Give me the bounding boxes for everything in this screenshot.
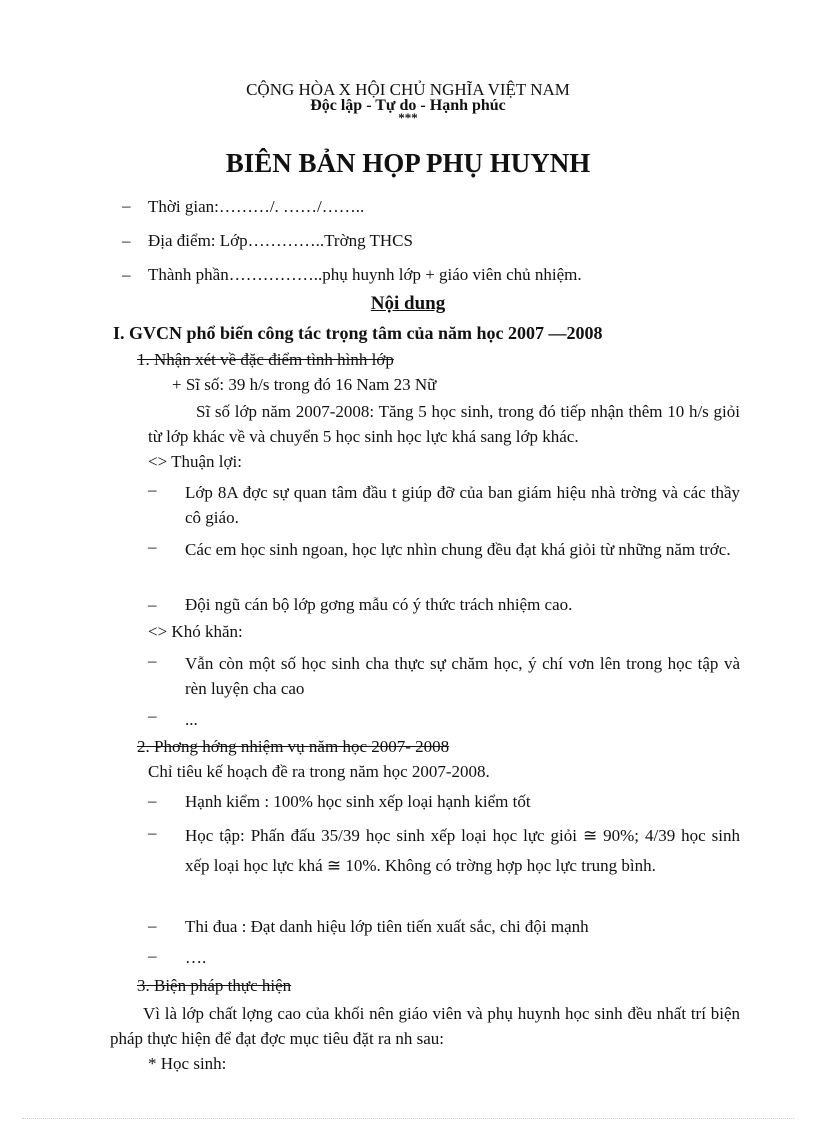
bullet-dash: – (148, 651, 157, 670)
subsection-title: 3. Biện pháp thực hiện (137, 976, 292, 995)
bullet-dash: – (148, 706, 157, 725)
page-bottom-divider (22, 1118, 794, 1119)
class-size-paragraph: Sĩ số lớp năm 2007-2008: Tăng 5 học sinh, trong đó tiếp nhận thêm 10 h/s giỏi từ lớp khác về và chuyển 5 học sinh học lực khá sang lớp khác. (148, 402, 740, 446)
meeting-place: Địa điểm: Lớp…………..Trờng THCS (148, 231, 413, 250)
document-title: BIÊN BẢN HỌP PHỤ HUYNH (225, 148, 591, 178)
students-label: * Học sinh: (148, 1054, 227, 1073)
targets-intro: Chỉ tiêu kế hoạch đề ra trong năm học 2007-2008. (148, 762, 490, 781)
nation-header: CỘNG HÒA X HỘI CHỦ NGHĨA VIỆT NAM (246, 80, 570, 99)
bullet-dash: – (148, 480, 157, 499)
content-heading: Nội dung (370, 293, 446, 314)
subsection-title: 2. Phơng hớng nhiệm vụ năm học 2007- 2008 (137, 737, 450, 756)
bullet-dash: – (148, 946, 157, 965)
section-heading: I. GVCN phổ biến công tác trọng tâm của năm học 2007 —2008 (113, 323, 603, 343)
advantages-label: <> Thuận lợi: (148, 452, 242, 471)
class-size: + Sĩ số: 39 h/s trong đó 16 Nam 23 Nữ (172, 375, 437, 394)
disadvantage-item: Vẫn còn một số học sinh cha thực sự chăm học, ý chí vơn lên trong học tập và rèn luyện cha cao (185, 654, 740, 698)
meeting-time: Thời gian:………/. ……/…….. (148, 197, 365, 216)
target-item: Hạnh kiểm : 100% học sinh xếp loại hạnh kiểm tốt (185, 792, 531, 811)
bullet-dash: – (122, 231, 131, 250)
advantage-item: Các em học sinh ngoan, học lực nhìn chung đều đạt khá giỏi từ những năm trớc. (185, 540, 731, 559)
target-item: Học tập: Phấn đấu 35/39 học sinh xếp loại học lực giỏi ≅ 90%; 4/39 học sinh xếp loại học lực khá ≅ 10%. Không có trờng hợp học lực trung bình. (185, 826, 740, 875)
disadvantage-item: ... (185, 710, 198, 729)
bullet-dash: – (148, 537, 157, 556)
bullet-dash: – (148, 916, 157, 935)
disadvantages-label: <> Khó khăn: (148, 622, 243, 641)
bullet-dash: – (148, 823, 157, 842)
bullet-dash: – (122, 196, 131, 215)
subsection-title: 1. Nhận xét về đặc điểm tình hình lớp (137, 350, 394, 369)
target-item: Thi đua : Đạt danh hiệu lớp tiên tiến xuất sắc, chi đội mạnh (185, 917, 589, 936)
target-item: …. (185, 948, 207, 967)
advantage-item: Đội ngũ cán bộ lớp gơng mẫu có ý thức trách nhiệm cao. (185, 595, 573, 614)
bullet-dash: – (122, 265, 131, 284)
stars-divider: *** (398, 110, 418, 125)
motto: Độc lập - Tự do - Hạnh phúc (310, 97, 506, 114)
measures-paragraph: Vì là lớp chất lợng cao của khối nên giáo viên và phụ huynh học sinh đều nhất trí biện pháp thực hiện để đạt đợc mục tiêu đặt ra nh sau: (110, 1004, 740, 1048)
bullet-dash: – (148, 791, 157, 810)
meeting-members: Thành phần……………..phụ huynh lớp + giáo viên chủ nhiệm. (148, 265, 582, 284)
advantage-item: Lớp 8A đợc sự quan tâm đầu t giúp đỡ của ban giám hiệu nhà trờng và các thầy cô giáo. (185, 483, 740, 527)
bullet-dash: – (148, 595, 157, 614)
